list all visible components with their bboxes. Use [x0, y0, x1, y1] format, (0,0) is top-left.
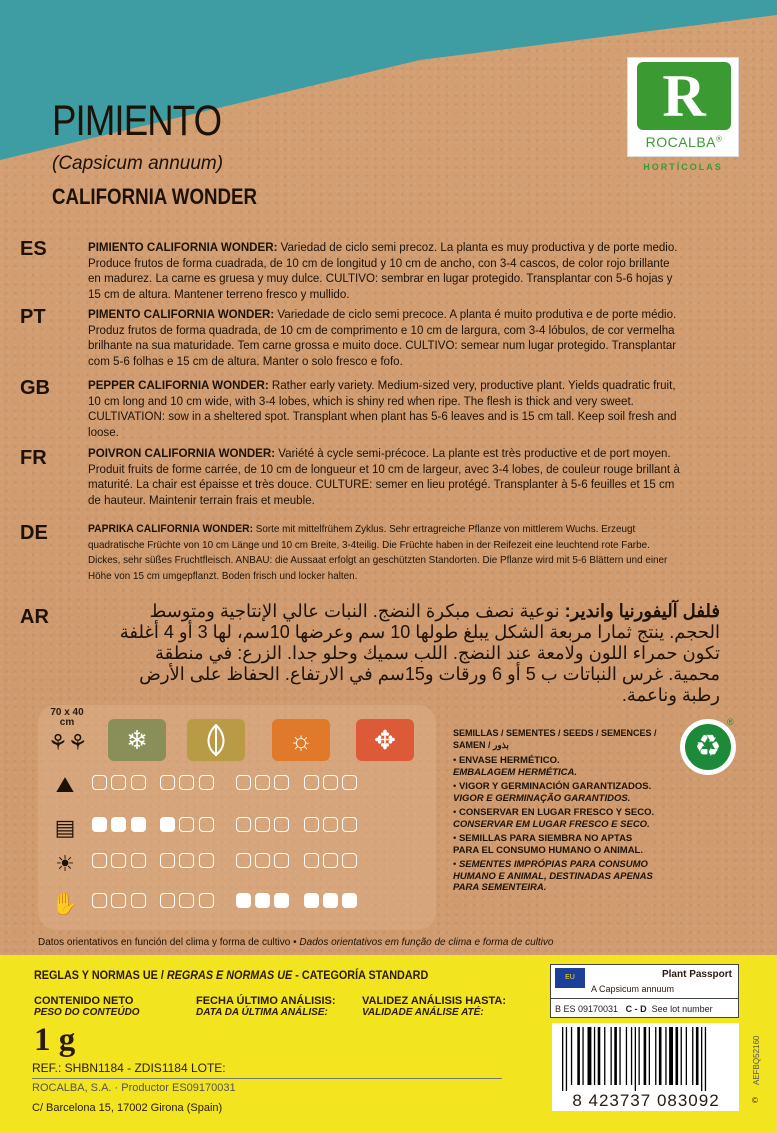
- barcode-bar: [701, 1027, 702, 1091]
- seed-info-item: • ENVASE HERMÉTICO. EMBALAGEM HERMÉTICA.: [453, 755, 578, 778]
- watering-sun-icon: ☀: [55, 851, 75, 876]
- producer: ROCALBA, S.A. · Productor ES09170031: [32, 1082, 236, 1094]
- seedbed-protected-icon: ▤: [54, 815, 76, 840]
- calendar-cell: [255, 817, 270, 832]
- calendar-cell: [131, 893, 146, 908]
- calendar-cell: [179, 817, 194, 832]
- calendar-cell: [131, 775, 146, 790]
- calendar-cell: [323, 775, 338, 790]
- calendar-cell: [342, 893, 357, 908]
- barcode-bar: [659, 1027, 662, 1085]
- plants-spacing-icon: ⚘⚘: [48, 730, 88, 755]
- calendar-cell: [179, 893, 194, 908]
- lang-code-fr: FR: [20, 447, 47, 469]
- calendar-cell: [255, 775, 270, 790]
- lang-code-gb: GB: [20, 377, 50, 399]
- calendar-cell: [342, 775, 357, 790]
- calendar-disclaimer: Datos orientativos en función del clima y forma de cultivo • Dados orientativos em função de clima e forma de cultivo: [38, 937, 554, 948]
- calendar-cell: [342, 817, 357, 832]
- seed-info-heading: SEMILLAS / SEMENTES / SEEDS / SEMENCES / SAMEN / بذور: [453, 728, 657, 750]
- calendar-cell: [274, 775, 289, 790]
- calendar-cell: [160, 775, 175, 790]
- description-es: PIMIENTO CALIFORNIA WONDER: Variedad de ciclo semi precoz. La planta es muy productiva y de porte medio. Produce frutos de forma cuadrada, de 10 cm de longitud y 10 cm de ancho, con 3-4 cascos, de color rojo brillante en madurez. La carne es gruesa y muy dulce. CULTIVO: sembrar en lugar protegido. Transplantar con 5-6 hojas y 15 cm de altura. Mantener terreno fresco y mullido.: [88, 240, 678, 301]
- net-content-label: CONTENIDO NETO PESO DO CONTEÚDO: [34, 995, 140, 1018]
- seedling-bed-icon: ⛰: [55, 772, 75, 797]
- lang-code-de: DE: [20, 522, 48, 544]
- passport-title: Plant Passport: [661, 969, 732, 980]
- calendar-cell: [274, 893, 289, 908]
- calendar-cell: [111, 853, 126, 868]
- calendar-cell: [236, 775, 251, 790]
- barcode-bar: [604, 1027, 605, 1085]
- barcode-bar: [614, 1027, 617, 1085]
- ref-divider: [32, 1078, 502, 1079]
- calendar-cell: [111, 775, 126, 790]
- description-pt: PIMENTO CALIFORNIA WONDER: Variedade de ciclo semi precoce. A planta é muito produtiva e de porte médio. Produz frutos de forma quadrada, de 10 cm de comprimento e 10 cm de largura, com 3-4 lóbulos, de cor vermelha brilhante na sua maturidade. Tem carne grossa e muito doce. CULTIVO: semear num lugar protegido. Transplantar com 5-6 folhas e 15 cm de altura. Manter o solo fresco e fofo.: [88, 307, 677, 368]
- eu-flag-icon: EU: [555, 968, 585, 988]
- logo-tagline: HORTÍCOLAS: [643, 162, 723, 172]
- logo-r-icon: R: [637, 62, 731, 130]
- seed-info-item: • SEMILLAS PARA SIEMBRA NO APTAS PARA EL CONSUMO HUMANO O ANIMAL.: [453, 833, 643, 856]
- calendar-cell: [92, 775, 107, 790]
- eu-rules: REGLAS Y NORMAS UE / REGRAS E NORMAS UE - CATEGORÍA STANDARD: [34, 968, 429, 982]
- copyright-mark: ©: [752, 1096, 758, 1105]
- barcode-bar: [665, 1027, 666, 1085]
- maple-leaf-icon: ✥: [356, 719, 414, 761]
- lang-code-ar: AR: [20, 606, 49, 628]
- leaf-icon: [187, 719, 245, 761]
- calendar-cell: [236, 817, 251, 832]
- barcode-bar: [681, 1027, 682, 1085]
- barcode-bar: [696, 1027, 699, 1085]
- net-content-value: 1 g: [34, 1022, 76, 1058]
- calendar-cell: [323, 853, 338, 868]
- calendar-cell: [179, 853, 194, 868]
- sun-icon: ☼: [272, 719, 330, 761]
- calendar-cell: [323, 817, 338, 832]
- barcode-bar: [626, 1027, 627, 1085]
- barcode-bar: [644, 1027, 647, 1085]
- barcode-bars: [562, 1027, 729, 1091]
- calendar-cell: [236, 893, 251, 908]
- calendar-cell: [304, 853, 319, 868]
- calendar-cell: [304, 817, 319, 832]
- calendar-cell: [304, 893, 319, 908]
- barcode-bar: [655, 1027, 656, 1085]
- reference: REF.: SHBN1184 - ZDIS1184 LOTE:: [32, 1061, 226, 1075]
- lang-code-pt: PT: [20, 306, 46, 328]
- calendar-cell: [160, 893, 175, 908]
- barcode-bar: [631, 1027, 632, 1085]
- calendar-cell: [199, 893, 214, 908]
- calendar-cell: [323, 893, 338, 908]
- barcode-bar: [571, 1027, 572, 1085]
- calendar-cell: [111, 893, 126, 908]
- seed-info-item: • CONSERVAR EN LUGAR FRESCO Y SECO. CONSERVAR EM LUGAR FRESCO E SECO.: [453, 807, 655, 830]
- barcode-bar: [692, 1027, 693, 1085]
- barcode-number: 8 423737 083092: [572, 1091, 720, 1110]
- calendar-cell: [274, 853, 289, 868]
- rocalba-logo: [627, 57, 739, 185]
- seed-info-item: • VIGOR Y GERMINACIÓN GARANTIZADOS. VIGOR E GERMINAÇÃO GARANTIDOS.: [453, 781, 652, 804]
- product-title: PIMIENTO: [52, 97, 222, 145]
- recycle-registered-mark: ®: [727, 717, 734, 727]
- calendar-cell: [160, 817, 175, 832]
- side-code: AEFBQ52160: [752, 1035, 761, 1085]
- calendar-cell: [131, 853, 146, 868]
- barcode-bar: [639, 1027, 640, 1085]
- barcode-bar: [577, 1027, 580, 1085]
- snowflake-icon: ❄: [108, 719, 166, 761]
- barcode-bar: [594, 1027, 595, 1085]
- validity-label: VALIDEZ ANÁLISIS HASTA: VALIDADE ANÁLISE ATÉ:: [362, 995, 507, 1018]
- barcode-bar: [611, 1027, 612, 1085]
- calendar-cell: [111, 817, 126, 832]
- scientific-name: (Capsicum annuum): [52, 153, 224, 174]
- plant-passport: [550, 964, 739, 1018]
- barcode-bar: [582, 1027, 583, 1085]
- calendar-cell: [131, 817, 146, 832]
- description-de: PAPRIKA CALIFORNIA WONDER: Sorte mit mittelfrühem Zyklus. Sehr ertragreiche Pflanze von mittlerem Wuchs. Erzeugt quadratische Früchte von 10 cm Länge und 10 cm Breite, 3-4teilig. Die Früchte haben in der Reifezeit eine leuchtend rote Farbe. Dickes, sehr süßes Fruchtfleisch. ANBAU: die Aussaat erfolgt an geschützten Standorten. Die Pflanze wird mit 5-6 Blättern und einer Höhe von 15 cm umgepflanzt. Boden frisch und locker halten.: [88, 523, 668, 582]
- calendar-cell: [179, 775, 194, 790]
- barcode-bar: [619, 1027, 620, 1085]
- calendar-cell: [92, 853, 107, 868]
- green-dot-recycle-icon: ♻: [680, 719, 736, 775]
- lang-code-es: ES: [20, 238, 47, 260]
- calendar-cell: [274, 817, 289, 832]
- plant-spacing-label: 70 x 40 cm: [50, 707, 84, 728]
- barcode-bar: [669, 1027, 673, 1085]
- last-analysis-label: FECHA ÚLTIMO ANÁLISIS: DATA DA ÚLTIMA ANÁLISE:: [196, 995, 336, 1018]
- logo-brand: ROCALBA®: [645, 134, 723, 150]
- description-gb: PEPPER CALIFORNIA WONDER: Rather early variety. Medium-sized very, productive plant. Yields quadratic fruit, 10 cm long and 10 cm wide, with 3-4 lobes, which is shiny red when ripe. The flesh is thick and very sweet. CULTIVATION: sow in a sheltered spot. Transplant when plant has 5-6 leaves and is 15 cm tall. Keep soil fresh and loose.: [88, 378, 677, 439]
- barcode-bar: [676, 1027, 679, 1085]
- seed-info: [453, 728, 658, 897]
- barcode-bar: [562, 1027, 563, 1091]
- variety-name: CALIFORNIA WONDER: [52, 184, 257, 209]
- logo-box: [627, 57, 739, 157]
- calendar-cell: [199, 853, 214, 868]
- passport-species: A Capsicum annuum: [591, 984, 675, 994]
- calendar-cell: [236, 853, 251, 868]
- barcode-bar: [635, 1027, 636, 1091]
- barcode-bar: [649, 1027, 650, 1085]
- calendar-cell: [304, 775, 319, 790]
- description-fr: POIVRON CALIFORNIA WONDER: Variété à cycle semi-précoce. La plante est très productive et de port moyen. Produit fruits de forme carrée, de 10 cm de longueur et 10 cm de largeur, avec 3-4 lobes, de couleur rouge brillant à maturité. La chair est épaisse et très douce. CULTURE: semer en lieu protégé. Transplanter à 5-6 feuilles et 15 cm de hauteur. Maintenir terrain frais et meuble.: [88, 446, 680, 507]
- barcode-bar: [588, 1027, 592, 1085]
- barcode-bar: [598, 1027, 601, 1085]
- barcode-bar: [566, 1027, 567, 1091]
- calendar-cell: [199, 817, 214, 832]
- passport-codes: B ES 09170031 C - D See lot number: [555, 1004, 713, 1014]
- ean-barcode: [552, 1023, 739, 1111]
- hand-plant-icon: ✋: [51, 891, 79, 916]
- calendar-cell: [199, 775, 214, 790]
- address: C/ Barcelona 15, 17002 Girona (Spain): [32, 1102, 223, 1114]
- barcode-bar: [705, 1027, 706, 1091]
- description-ar: فلفل آليفورنيا واندير: نوعية نصف مبكرة النضج. النبات عالي الإنتاجية ومتوسط الحجم. ينتج ثمارا مربعة الشكل يبلغ طولها 10 سم وعرضها 10سم، لها 3 أو 4 أغلفة تكون حمراء اللون ولامعة عند النضج. اللب سميك وحلو جدا. الزرع: في منطقة محمية. غرس النباتات ب 5 أو 6 ورقات و15سم في الارتفاع. الحفاظ على الأرض رطبة وناعمة.: [119, 601, 720, 705]
- barcode-bar: [686, 1027, 687, 1085]
- calendar-cell: [160, 853, 175, 868]
- calendar-cell: [255, 853, 270, 868]
- calendar-cell: [255, 893, 270, 908]
- calendar-cell: [342, 853, 357, 868]
- seed-info-item: • SEMENTES IMPRÓPIAS PARA CONSUMO HUMANO E ANIMAL, DESTINADAS APENAS PARA SEMENTEIRA.: [453, 859, 653, 893]
- passport-divider: [551, 998, 738, 999]
- calendar-cell: [92, 893, 107, 908]
- calendar-cell: [92, 817, 107, 832]
